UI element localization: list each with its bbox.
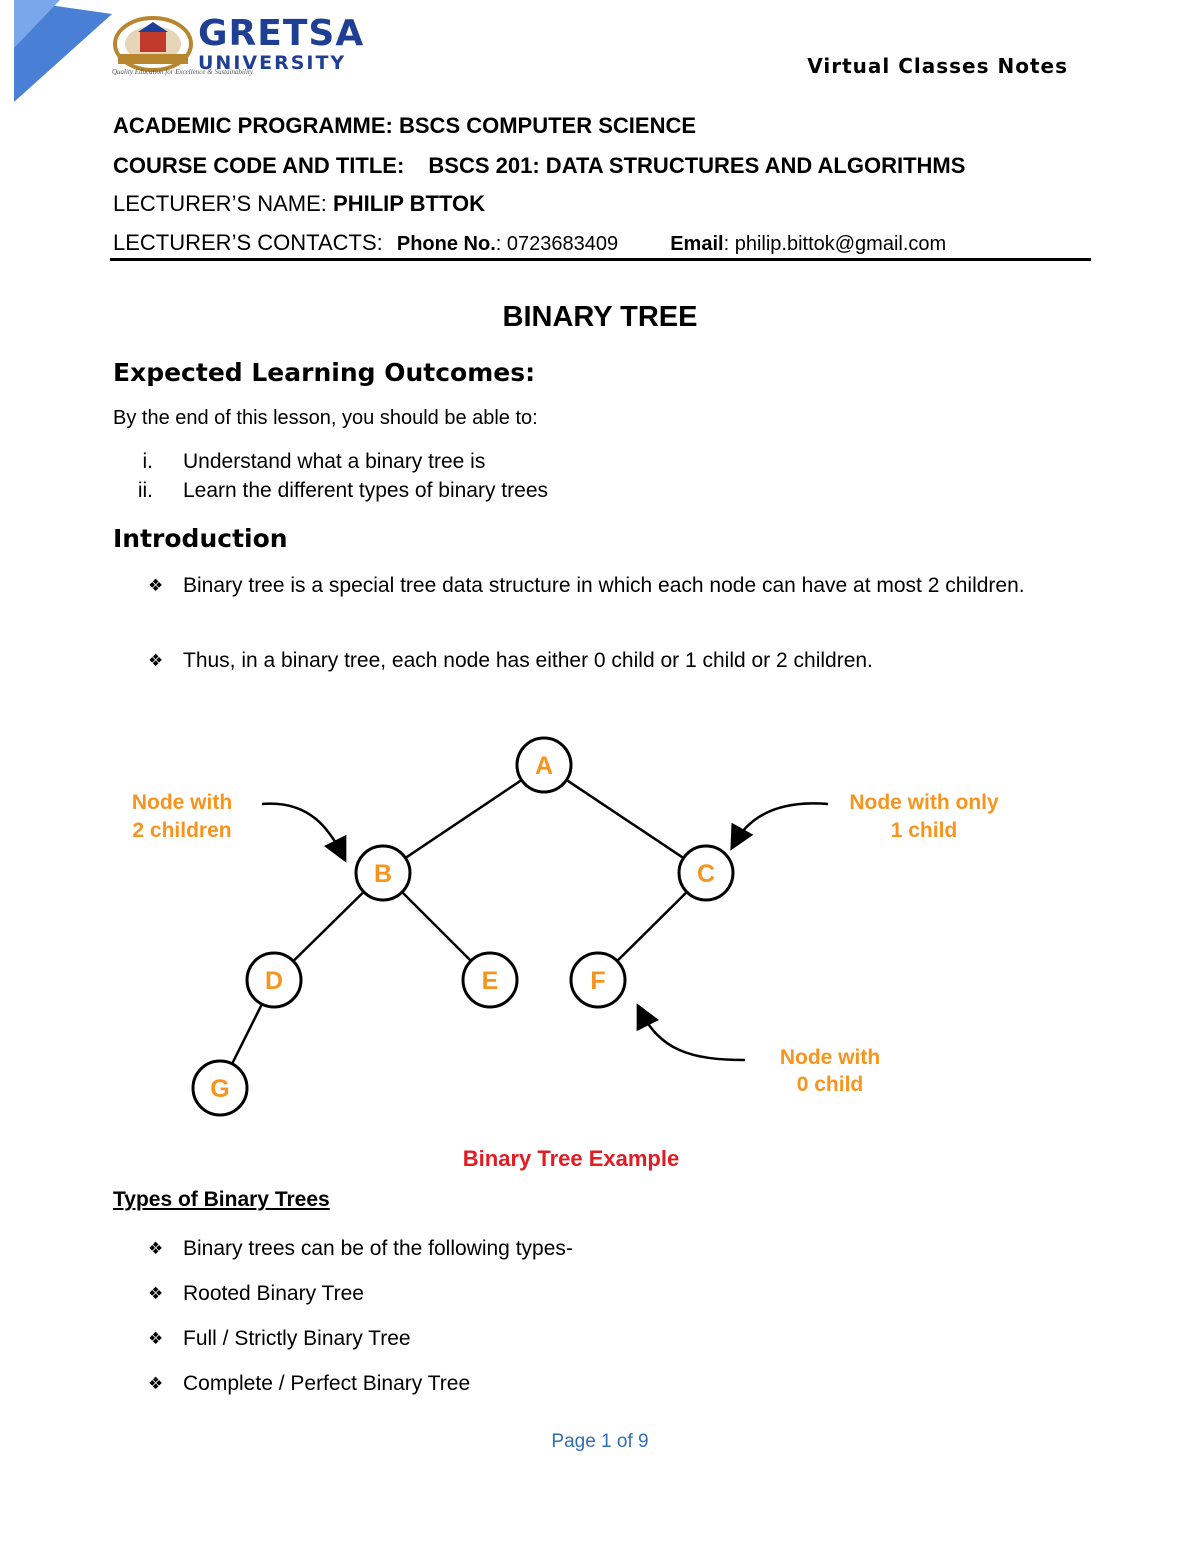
header-label: Virtual Classes Notes (807, 54, 1068, 78)
bullet-icon: ❖ (148, 576, 164, 596)
label-one-child-line1: Node with only (849, 791, 999, 814)
course-label: COURSE CODE AND TITLE: (113, 153, 405, 178)
arrow-one-child (734, 803, 828, 844)
tree-node-label-a: A (534, 752, 554, 780)
edge-a-b (405, 780, 521, 858)
lecturer-line (113, 191, 485, 217)
course-value: BSCS 201: DATA STRUCTURES AND ALGORITHMS (428, 153, 966, 178)
tree-node-label-b: B (373, 860, 393, 888)
page-title: BINARY TREE (502, 301, 698, 333)
tree-node-label-f: F (590, 967, 606, 995)
label-two-children-line2: 2 children (132, 819, 232, 842)
programme-line: ACADEMIC PROGRAMME: BSCS COMPUTER SCIENCE (113, 113, 697, 138)
types-heading: Types of Binary Trees (113, 1188, 330, 1211)
bullet-text: Binary tree is a special tree data structure in which each node can have at most 2 children. (183, 574, 1025, 597)
outcomes-heading: Expected Learning Outcomes: (113, 358, 536, 387)
tree-node-label-d: D (264, 967, 284, 995)
list-text: Understand what a binary tree is (183, 450, 486, 473)
edge-b-d (293, 892, 363, 961)
bullet-icon: ❖ (148, 651, 164, 671)
list-item (113, 479, 548, 503)
logo-subtitle: UNIVERSITY (198, 52, 347, 74)
list-text: Learn the different types of binary trees (183, 479, 548, 502)
contacts-label: LECTURER’S CONTACTS: (113, 230, 383, 255)
phone-value: : 0723683409 (495, 233, 619, 255)
binary-tree-diagram (0, 720, 1200, 1180)
page-number: Page 1 of 9 (551, 1431, 649, 1452)
header-divider (110, 258, 1091, 261)
bullet-icon: ❖ (148, 1284, 164, 1304)
bullet-icon: ❖ (148, 1239, 164, 1259)
university-crest-icon (108, 14, 198, 74)
email-value: : philip.bittok@gmail.com (723, 233, 947, 255)
tree-node-label-g: G (210, 1075, 230, 1103)
bullet-item (148, 1324, 1048, 1354)
edge-c-f (617, 892, 687, 961)
introduction-heading: Introduction (113, 524, 288, 553)
bullet-text: Complete / Perfect Binary Tree (183, 1372, 471, 1395)
edge-b-e (402, 892, 471, 961)
phone-label: Phone No. (396, 233, 496, 255)
email-label: Email (670, 233, 724, 255)
label-two-children-line1: Node with (131, 791, 233, 814)
figure-caption: Binary Tree Example (462, 1146, 680, 1171)
course-line (113, 153, 965, 179)
tree-node-label-e: E (481, 967, 499, 995)
arrow-zero-child (640, 1010, 745, 1060)
list-number: ii. (137, 479, 153, 502)
outcomes-intro: By the end of this lesson, you should be able to: (113, 407, 538, 429)
lecturer-label: LECTURER’S NAME: (113, 191, 327, 216)
bullet-text: Thus, in a binary tree, each node has either 0 child or 1 child or 2 children. (183, 649, 873, 672)
bullet-text: Binary trees can be of the following types- (183, 1237, 573, 1260)
label-zero-child-line1: Node with (779, 1046, 881, 1069)
corner-decoration (0, 0, 120, 110)
edge-d-g (232, 1004, 262, 1064)
lecturer-value: PHILIP BTTOK (333, 191, 486, 216)
edge-a-c (566, 780, 683, 858)
label-zero-child-line2: 0 child (796, 1073, 864, 1096)
list-number: i. (142, 450, 153, 473)
bullet-item (148, 1234, 1048, 1264)
bullet-item (148, 571, 1048, 631)
bullet-icon: ❖ (148, 1374, 164, 1394)
arrow-two-children (262, 804, 343, 856)
logo-motto: Quality Education for Excellence & Sustainability (112, 68, 253, 76)
bullet-icon: ❖ (148, 1329, 164, 1349)
tree-node-label-c: C (696, 860, 716, 888)
bullet-item (148, 646, 1048, 676)
list-item (113, 450, 485, 474)
bullet-text: Full / Strictly Binary Tree (183, 1327, 411, 1350)
tree-edges (232, 780, 687, 1064)
contacts-line (113, 230, 946, 256)
bullet-item (148, 1369, 1048, 1399)
bullet-item (148, 1279, 1048, 1309)
logo-wordmark: GRETSA (198, 13, 365, 54)
bullet-text: Rooted Binary Tree (183, 1282, 364, 1305)
label-one-child-line2: 1 child (890, 819, 958, 842)
university-logo (108, 12, 378, 84)
